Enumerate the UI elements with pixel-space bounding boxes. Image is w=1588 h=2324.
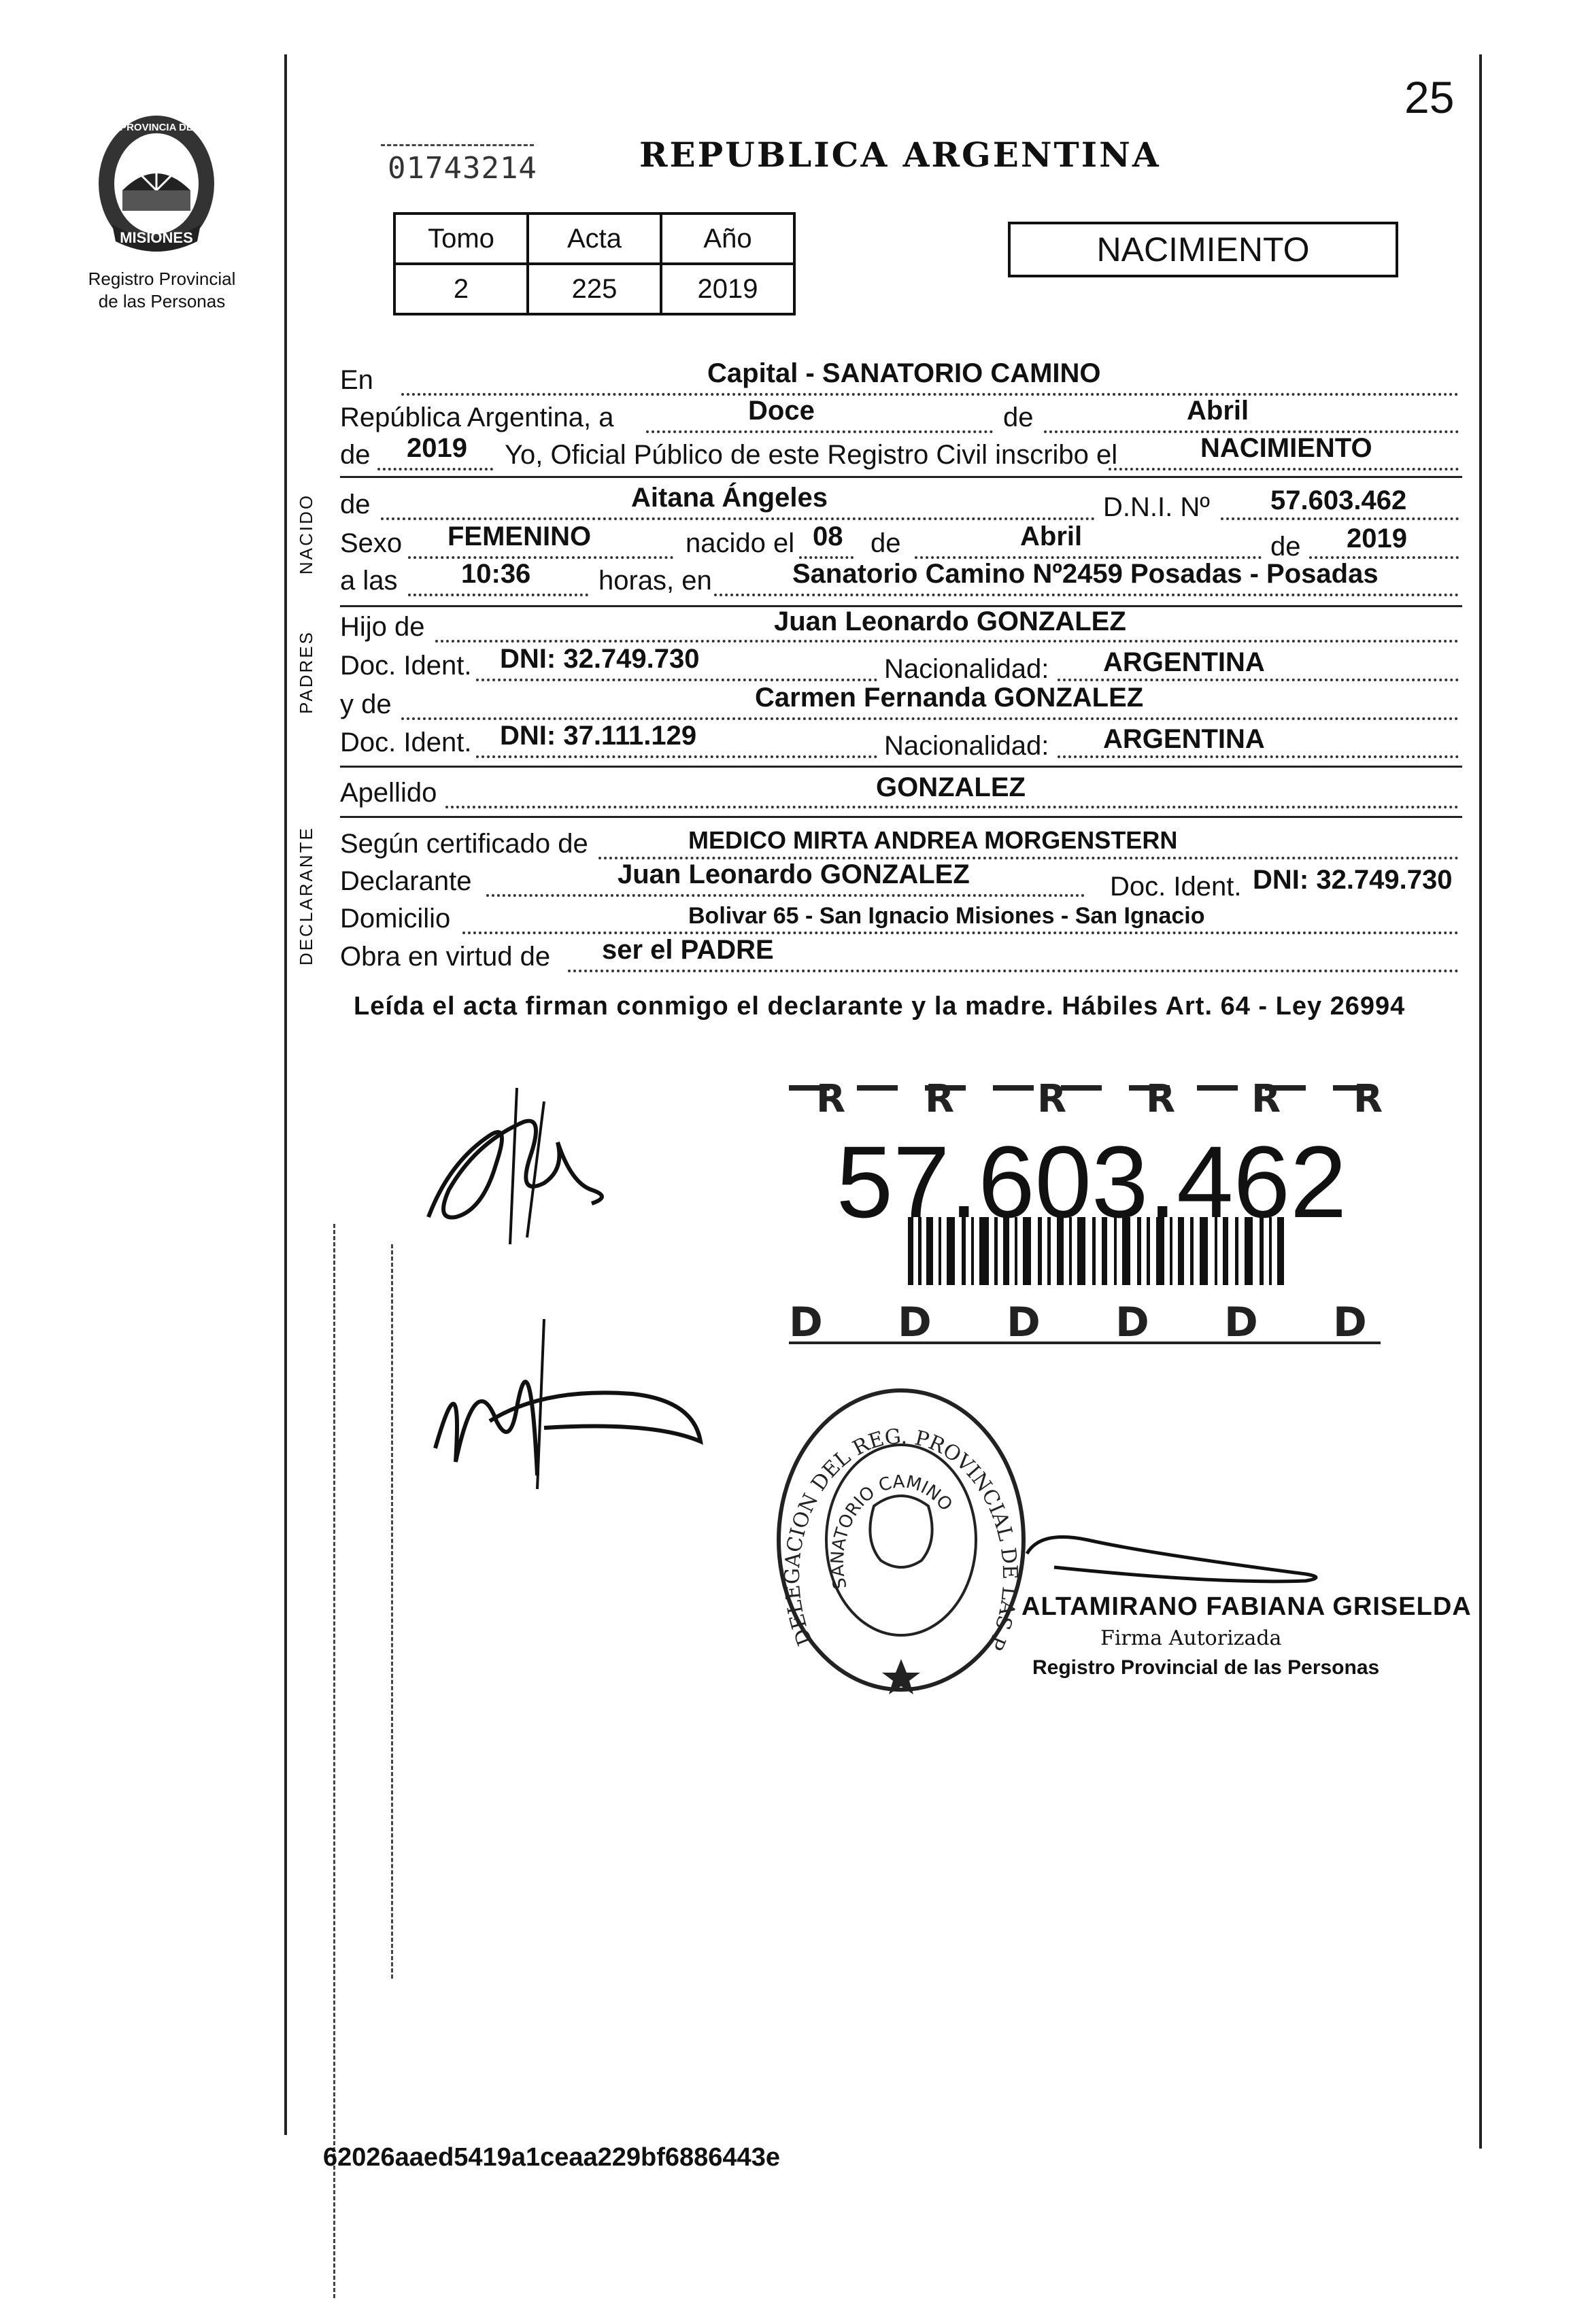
a-las-label: a las bbox=[340, 566, 398, 596]
lugar-value: Sanatorio Camino Nº2459 Posadas - Posadas bbox=[792, 559, 1379, 589]
signatory-role: Firma Autorizada bbox=[1100, 1626, 1282, 1650]
dots bbox=[435, 640, 1459, 643]
pattern-letter: R bbox=[1037, 1077, 1067, 1121]
logo-banner-text: MISIONES bbox=[120, 229, 193, 246]
dni-value: 57.603.462 bbox=[1270, 485, 1407, 515]
apellido-label: Apellido bbox=[340, 778, 437, 808]
svg-text:SANATORIO CAMINO bbox=[828, 1471, 956, 1591]
pattern-letter: R bbox=[925, 1077, 955, 1121]
document-hash: 62026aaed5419a1ceaa229bf6886443e bbox=[323, 2143, 780, 2172]
right-margin-rule bbox=[1479, 54, 1482, 2149]
left-margin-rule bbox=[284, 54, 287, 2135]
de2-label: de bbox=[340, 440, 371, 470]
padre-value: Juan Leonardo GONZALEZ bbox=[774, 606, 1126, 636]
dots bbox=[568, 970, 1459, 972]
segun-label: Según certificado de bbox=[340, 829, 588, 859]
nacido-de-label: de bbox=[340, 490, 371, 519]
padre-doc-value: DNI: 32.749.730 bbox=[500, 644, 700, 674]
logo-caption-2: de las Personas bbox=[98, 291, 226, 311]
en-label: En bbox=[340, 365, 373, 395]
anio-header: Año bbox=[661, 213, 794, 264]
republica-label: República Argentina, a bbox=[340, 403, 614, 432]
decl-doc-value: DNI: 32.749.730 bbox=[1253, 865, 1453, 895]
signature-madre bbox=[408, 1312, 714, 1503]
nacido-el-label: nacido el bbox=[686, 528, 795, 558]
dots bbox=[401, 393, 1459, 396]
pattern-letter: D bbox=[898, 1299, 932, 1346]
section-label-declarante: DECLARANTE bbox=[296, 826, 316, 966]
madre-doc-value: DNI: 37.111.129 bbox=[500, 721, 697, 751]
madre-nacionalidad-label: Nacionalidad: bbox=[884, 731, 1049, 761]
anio-value: 2019 bbox=[661, 264, 794, 314]
divider bbox=[340, 816, 1462, 818]
nac-mes-value: Abril bbox=[1020, 522, 1083, 551]
stamp-ring-text: DELEGACION DEL REG. PROVINCIAL DE LAS P bbox=[780, 1424, 1022, 1654]
dots bbox=[646, 430, 993, 433]
dots bbox=[408, 594, 588, 596]
dots bbox=[1058, 679, 1459, 681]
obra-label: Obra en virtud de bbox=[340, 942, 551, 972]
oficial-text: Yo, Oficial Público de este Registro Civil inscribo el bbox=[505, 440, 1118, 470]
dots bbox=[1221, 517, 1459, 520]
province-logo bbox=[82, 109, 231, 265]
record-type-box bbox=[1008, 222, 1398, 277]
serial-number: 01743214 bbox=[388, 151, 537, 186]
hijo-de-label: Hijo de bbox=[340, 612, 425, 642]
dots bbox=[1058, 755, 1459, 758]
acta-value: 225 bbox=[528, 264, 661, 314]
decl-doc-label: Doc. Ident. bbox=[1110, 872, 1242, 902]
serial-underline bbox=[381, 144, 534, 146]
madre-value: Carmen Fernanda GONZALEZ bbox=[755, 683, 1144, 713]
tomo-header: Tomo bbox=[394, 213, 528, 264]
apellido-value: GONZALEZ bbox=[876, 772, 1026, 802]
horas-en-label: horas, en bbox=[598, 566, 712, 596]
nombre-value: Aitana Ángeles bbox=[631, 483, 828, 513]
padre-nacionalidad-label: Nacionalidad: bbox=[884, 654, 1049, 684]
dni-sticker bbox=[775, 1071, 1394, 1350]
declarante-value: Juan Leonardo GONZALEZ bbox=[618, 859, 970, 889]
signatory-name: ALTAMIRANO FABIANA GRISELDA bbox=[1021, 1592, 1472, 1621]
dni-sticker-number: 57.603.462 bbox=[836, 1125, 1347, 1239]
note-text: Leída el acta firman conmigo el declarante y la madre. Hábiles Art. 64 - Ley 26994 bbox=[354, 992, 1406, 1021]
pattern-letter: D bbox=[1224, 1299, 1258, 1346]
authorized-signature-stroke bbox=[1013, 1526, 1347, 1601]
dots bbox=[377, 468, 493, 471]
pattern-letter: R bbox=[1353, 1077, 1383, 1121]
dots bbox=[476, 679, 877, 681]
logo-arc-text: PROVINCIA DE bbox=[120, 122, 193, 133]
pattern-letter: D bbox=[1115, 1299, 1149, 1346]
nac-de-label: de bbox=[871, 528, 901, 558]
dots bbox=[714, 594, 1459, 596]
obra-value: ser el PADRE bbox=[602, 935, 774, 965]
de-label: de bbox=[1003, 403, 1034, 432]
pattern-letter: R bbox=[1146, 1077, 1176, 1121]
pattern-letter: D bbox=[1333, 1299, 1367, 1346]
dni-label: D.N.I. Nº bbox=[1103, 492, 1210, 522]
tomo-value: 2 bbox=[394, 264, 528, 314]
dots bbox=[462, 932, 1459, 934]
dots bbox=[1109, 468, 1459, 471]
divider bbox=[340, 766, 1462, 768]
section-label-nacido: NACIDO bbox=[296, 493, 316, 575]
padre-nac-value: ARGENTINA bbox=[1103, 647, 1265, 677]
svg-text:DELEGACION DEL REG. PROVINCIAL bbox=[772, 1384, 1021, 1654]
tomo-acta-anio-table bbox=[393, 212, 796, 315]
signatory-institution: Registro Provincial de las Personas bbox=[1032, 1656, 1380, 1679]
mes-value: Abril bbox=[1187, 396, 1249, 426]
dots bbox=[445, 806, 1459, 808]
hora-value: 10:36 bbox=[461, 559, 531, 589]
nac-de2-label: de bbox=[1270, 532, 1301, 562]
nac-anio-value: 2019 bbox=[1347, 524, 1407, 553]
section-label-padres: PADRES bbox=[296, 630, 316, 714]
dots bbox=[408, 556, 673, 559]
en-value: Capital - SANATORIO CAMINO bbox=[707, 358, 1101, 388]
certificado-value: MEDICO MIRTA ANDREA MORGENSTERN bbox=[688, 826, 1178, 854]
record-type: NACIMIENTO bbox=[1096, 230, 1310, 269]
dots bbox=[401, 717, 1459, 720]
padre-doc-label: Doc. Ident. bbox=[340, 651, 472, 681]
dots bbox=[381, 517, 1095, 520]
registry-stamp bbox=[772, 1384, 1030, 1696]
dots bbox=[486, 894, 1085, 897]
inner-dashed-rule bbox=[333, 1224, 335, 2298]
madre-doc-label: Doc. Ident. bbox=[340, 728, 472, 757]
signature-declarante bbox=[408, 1081, 626, 1258]
inscribe-value: NACIMIENTO bbox=[1200, 433, 1372, 463]
nac-dia-value: 08 bbox=[813, 522, 843, 551]
declarante-label: Declarante bbox=[340, 866, 472, 896]
madre-nac-value: ARGENTINA bbox=[1103, 724, 1265, 754]
signature-dashed-rule bbox=[391, 1244, 393, 1979]
anio-value-line: 2019 bbox=[407, 433, 467, 463]
domicilio-value: Bolivar 65 - San Ignacio Misiones - San Ignacio bbox=[688, 903, 1205, 929]
pattern-letter: R bbox=[1251, 1077, 1281, 1121]
logo-caption-1: Registro Provincial bbox=[88, 269, 236, 289]
stamp-inner-text: SANATORIO CAMINO bbox=[827, 1471, 956, 1592]
dia-value: Doce bbox=[748, 396, 815, 426]
pattern-letter: R bbox=[816, 1077, 846, 1121]
sexo-label: Sexo bbox=[340, 528, 403, 558]
page-number: 25 bbox=[1404, 72, 1455, 122]
document-title: REPUBLICA ARGENTINA bbox=[639, 135, 1161, 175]
domicilio-label: Domicilio bbox=[340, 904, 451, 934]
pattern-letter: D bbox=[789, 1299, 823, 1346]
pattern-letter: D bbox=[1007, 1299, 1041, 1346]
acta-header: Acta bbox=[528, 213, 661, 264]
y-de-label: y de bbox=[340, 689, 392, 719]
dots bbox=[476, 755, 877, 758]
sexo-value: FEMENINO bbox=[447, 522, 592, 551]
divider bbox=[340, 476, 1462, 478]
